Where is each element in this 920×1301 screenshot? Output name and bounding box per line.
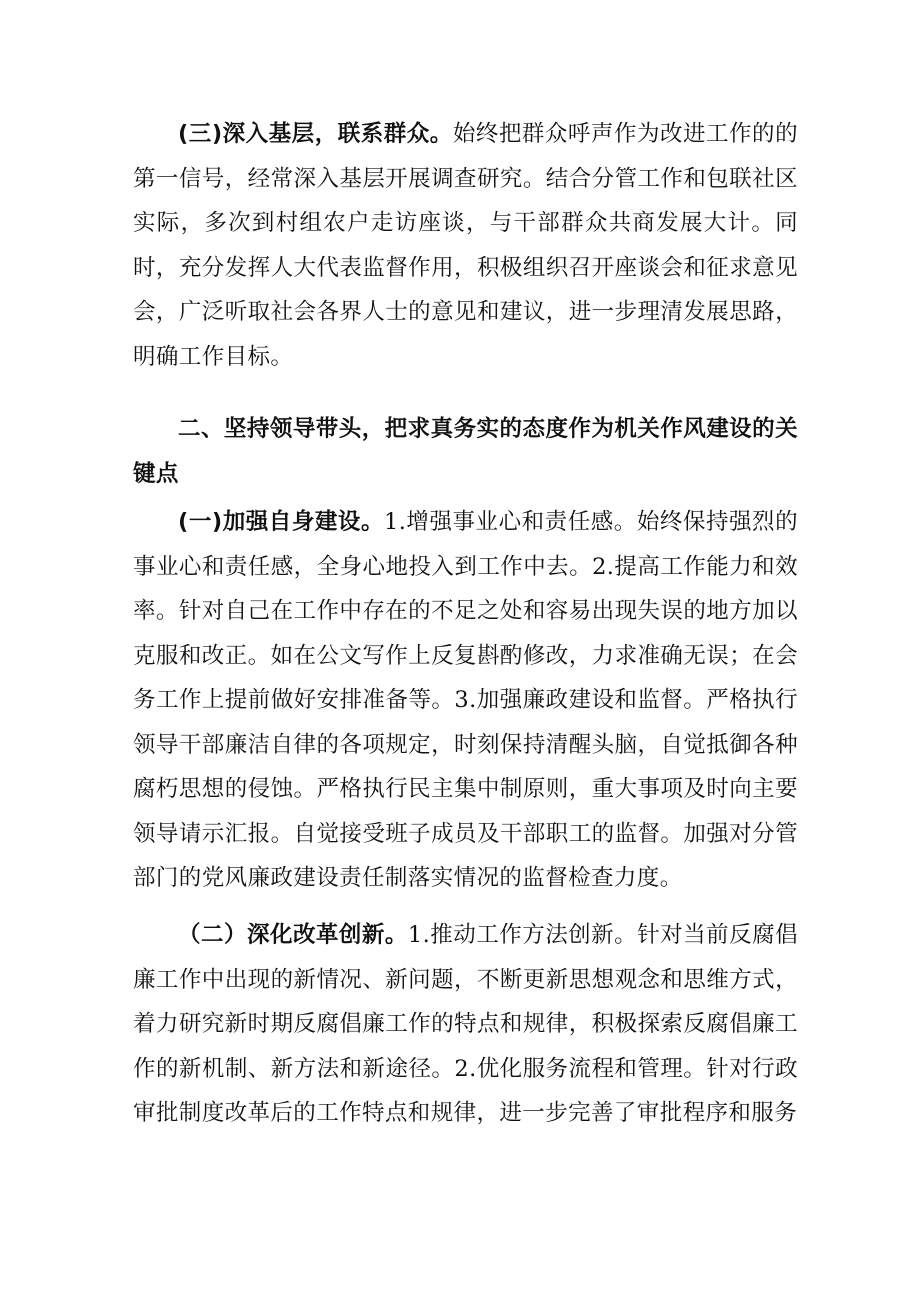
section-heading-text: 二、坚持领导带头，把求真务实的态度作为机关作风建设的关键点 [133,416,798,487]
paragraph-reform [133,913,798,1136]
paragraph-body: 1.推动工作方法创新。针对当前反腐倡廉工作中出现的新情况、新问题，不断更新思想观念和思维方式，着力研究新时期反腐倡廉工作的特点和规律，积极探索反腐倡廉工作的新机制、新方法和新途径。2.优化服务流程和管理。针对行政审批制度改革后的工作特点和规律，进一步完善了审批程序和服务 [133,922,798,1126]
paragraph-body: 1.增强事业心和责任感。始终保持强烈的事业心和责任感，全身心地投入到工作中去。2.提高工作能力和效率。针对自己在工作中存在的不足之处和容易出现失误的地方加以克服和改正。如在公文写作上反复斟酌修改，力求准确无误；在会务工作上提前做好安排准备等。3.加强廉政建设和监督。严格执行领导干部廉洁自律的各项规定，时刻保持清醒头脑，自觉抵御各种腐朽思想的侵蚀。严格执行民主集中制原则，重大事项及时向主要领导请示汇报。自觉接受班子成员及干部职工的监督。加强对分管部门的党风廉政建设责任制落实情况的监督检查力度。 [133,509,798,891]
paragraph-lead: （二）深化改革创新。 [178,922,408,948]
section-heading [133,407,798,496]
paragraph-body: 始终把群众呼声作为改进工作的的第一信号，经常深入基层开展调查研究。结合分管工作和包联社区实际，多次到村组农户走访座谈，与干部群众共商发展大计。同时，充分发挥人大代表监督作用，积极组织召开座谈会和征求意见会，广泛听取社会各界人士的意见和建议，进一步理清发展思路，明确工作目标。 [133,121,798,370]
paragraph-grassroots [133,112,798,379]
paragraph-lead: (三)深入基层，联系群众。 [178,121,453,147]
paragraph-lead: (一)加强自身建设。 [178,509,384,535]
paragraph-self-building [133,500,798,901]
